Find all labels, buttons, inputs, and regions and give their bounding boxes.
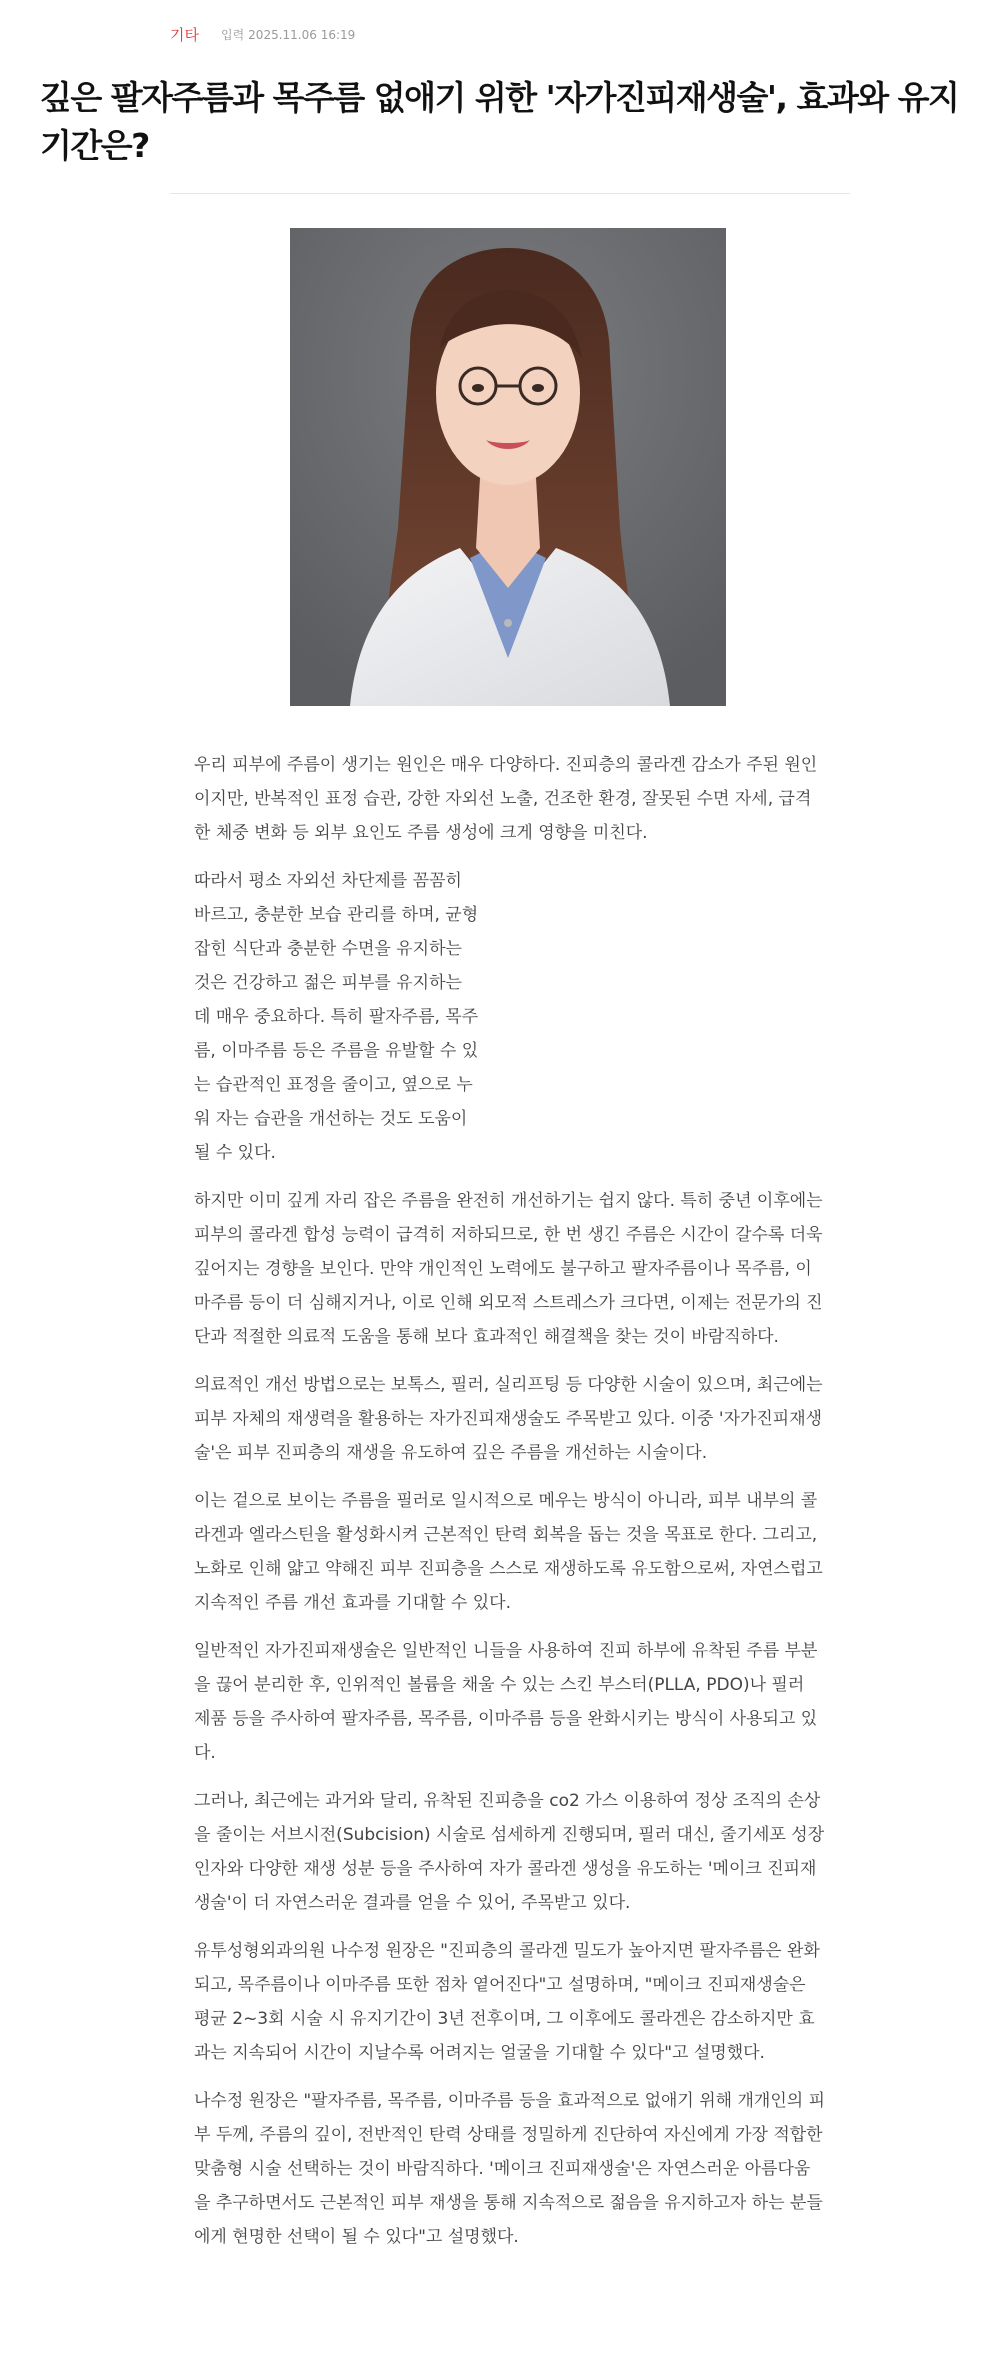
body-paragraph: 유투성형외과의원 나수정 원장은 "진피층의 콜라겐 밀도가 높아지면 팔자주름은 완화되고, 목주름이나 이마주름 또한 점차 옅어진다"고 설명하며, "메이크 진피재생술은 평균 2~3회 시술 시 유지기간이 3년 전후이며, 그 이후에도 콜라겐은 감소하지만 효과는 지속되어 시간이 지날수록 어려지는 얼굴을 기대할 수 있다"고 설명했다. [194, 1941, 820, 2063]
body-paragraph: 의료적인 개선 방법으로는 보톡스, 필러, 실리프팅 등 다양한 시술이 있으며, 최근에는 피부 자체의 재생력을 활용하는 자가진피재생술도 주목받고 있다. 이중 '자가진피재생술'은 피부 진피층의 재생을 유도하여 깊은 주름을 개선하는 시술이다. [194, 1375, 823, 1463]
doctor-portrait-photo [290, 228, 726, 706]
body-paragraph: 나수정 원장은 "팔자주름, 목주름, 이마주름 등을 효과적으로 없애기 위해 개개인의 피부 두께, 주름의 깊이, 전반적인 탄력 상태를 정밀하게 진단하여 자신에게 가장 적합한 맞춤형 시술 선택하는 것이 바람직하다. '메이크 진피재생술'은 자연스러운 아름다움을 추구하면서도 근본적인 피부 재생을 통해 지속적으로 젊음을 유지하고자 하는 분들에게 현명한 선택이 될 수 있다"고 설명했다. [194, 2091, 826, 2247]
article-headline: 깊은 팔자주름과 목주름 없애기 위한 '자가진피재생술', 효과와 유지기간은? [40, 78, 959, 165]
body-paragraph: 하지만 이미 깊게 자리 잡은 주름을 완전히 개선하기는 쉽지 않다. 특히 중년 이후에는 피부의 콜라겐 합성 능력이 급격히 저하되므로, 한 번 생긴 주름은 시간이 갈수록 더욱 깊어지는 경향을 보인다. 만약 개인적인 노력에도 불구하고 팔자주름이나 목주름, 이마주름 등이 더 심해지거나, 이로 인해 외모적 스트레스가 크다면, 이제는 전문가의 진단과 적절한 의료적 도움을 통해 보다 효과적인 해결책을 찾는 것이 바람직하다. [194, 1191, 823, 1347]
body-paragraph: 따라서 평소 자외선 차단제를 꼼꼼히 바르고, 충분한 보습 관리를 하며, 균형 잡힌 식단과 충분한 수면을 유지하는 것은 건강하고 젊은 피부를 유지하는 데 매우 중요하다. 특히 팔자주름, 목주름, 이마주름 등은 주름을 유발할 수 있는 습관적인 표정을 줄이고, 옆으로 누워 자는 습관을 개선하는 것도 도움이 될 수 있다. [194, 871, 479, 1163]
body-paragraph: 이는 겉으로 보이는 주름을 필러로 일시적으로 메우는 방식이 아니라, 피부 내부의 콜라겐과 엘라스틴을 활성화시켜 근본적인 탄력 회복을 돕는 것을 목표로 한다. 그리고, 노화로 인해 얇고 약해진 피부 진피층을 스스로 재생하도록 유도함으로써, 자연스럽고 지속적인 주름 개선 효과를 기대할 수 있다. [194, 1491, 823, 1613]
publish-date: 2025.11.06 16:19 [248, 27, 356, 42]
portrait-illustration [290, 228, 726, 706]
category-link[interactable]: 기타 [170, 26, 199, 44]
body-paragraph: 우리 피부에 주름이 생기는 원인은 매우 다양하다. 진피층의 콜라겐 감소가 주된 원인이지만, 반복적인 표정 습관, 강한 자외선 노출, 건조한 환경, 잘못된 수면 자세, 급격한 체중 변화 등 외부 요인도 주름 생성에 크게 영향을 미친다. [194, 755, 818, 843]
header-divider [170, 193, 850, 194]
body-paragraph: 그러나, 최근에는 과거와 달리, 유착된 진피층을 co2 가스 이용하여 정상 조직의 손상을 줄이는 서브시전(Subcision) 시술로 섬세하게 진행되며, 필러 대신, 줄기세포 성장인자와 다양한 재생 성분 등을 주사하여 자가 콜라겐 생성을 유도하는 '메이크 진피재생술'이 더 자연스러운 결과를 얻을 수 있어, 주목받고 있다. [194, 1791, 825, 1913]
date-label: 입력 [220, 28, 245, 42]
body-paragraph: 일반적인 자가진피재생술은 일반적인 니들을 사용하여 진피 하부에 유착된 주름 부분을 끊어 분리한 후, 인위적인 볼륨을 채울 수 있는 스킨 부스터(PLLA, PDO)나 필러 제품 등을 주사하여 팔자주름, 목주름, 이마주름 등을 완화시키는 방식이 사용되고 있다. [194, 1641, 818, 1763]
article-meta [170, 24, 355, 45]
article-body [194, 748, 826, 2268]
